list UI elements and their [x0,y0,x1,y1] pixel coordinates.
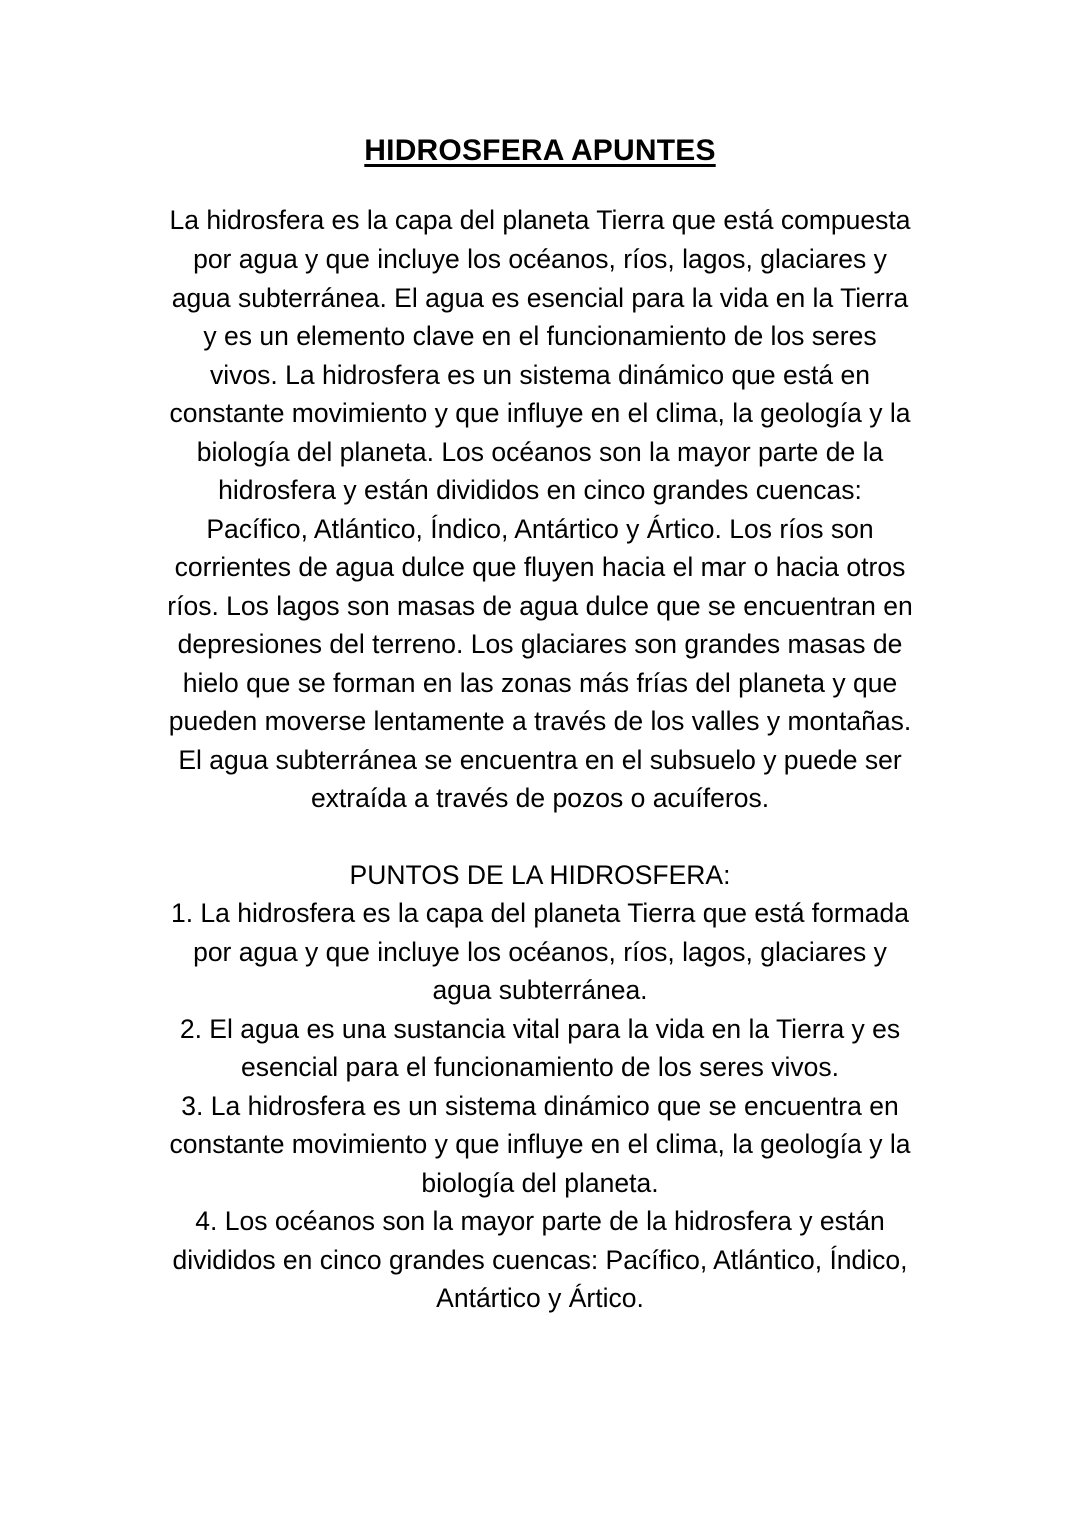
intro-line: El agua subterránea se encuentra en el subsuelo y puede ser [178,745,902,775]
point-line: por agua y que incluye los océanos, ríos, lagos, glaciares y [193,937,887,967]
point-line: 4. Los océanos son la mayor parte de la hidrosfera y están [195,1206,885,1236]
point-line: constante movimiento y que influye en el clima, la geología y la [169,1129,911,1159]
intro-line: y es un elemento clave en el funcionamiento de los seres [203,321,877,351]
point-line: 2. El agua es una sustancia vital para la vida en la Tierra y es [179,1014,901,1044]
intro-line: depresiones del terreno. Los glaciares son grandes masas de [177,629,903,659]
intro-line: hielo que se forman en las zonas más frías del planeta y que [182,668,898,698]
intro-line: La hidrosfera es la capa del planeta Tierra que está compuesta [169,205,911,235]
document-title: HIDROSFERA APUNTES [364,134,716,167]
intro-line: extraída a través de pozos o acuíferos. [310,783,770,813]
intro-line: constante movimiento y que influye en el clima, la geología y la [169,398,911,428]
intro-line: pueden moverse lentamente a través de los valles y montañas. [168,706,912,736]
point-line: Antártico y Ártico. [436,1283,644,1313]
intro-line: agua subterránea. El agua es esencial para la vida en la Tierra [171,283,909,313]
point-line: biología del planeta. [421,1168,659,1198]
intro-line: corrientes de agua dulce que fluyen hacia el mar o hacia otros [174,552,906,582]
intro-line: por agua y que incluye los océanos, ríos, lagos, glaciares y [193,244,887,274]
intro-line: Pacífico, Atlántico, Índico, Antártico y Ártico. Los ríos son [206,514,874,544]
point-line: 3. La hidrosfera es un sistema dinámico que se encuentra en [181,1091,899,1121]
point-line: divididos en cinco grandes cuencas: Pacífico, Atlántico, Índico, [172,1245,908,1275]
intro-line: hidrosfera y están divididos en cinco grandes cuencas: [218,475,862,505]
intro-line: biología del planeta. Los océanos son la mayor parte de la [196,437,884,467]
intro-line: ríos. Los lagos son masas de agua dulce que se encuentran en [167,591,913,621]
point-line: esencial para el funcionamiento de los seres vivos. [240,1052,840,1082]
point-line: agua subterránea. [432,975,648,1005]
point-line: 1. La hidrosfera es la capa del planeta Tierra que está formada [170,898,910,928]
points-heading: PUNTOS DE LA HIDROSFERA: [349,860,731,890]
intro-line: vivos. La hidrosfera es un sistema dinámico que está en [210,360,870,390]
